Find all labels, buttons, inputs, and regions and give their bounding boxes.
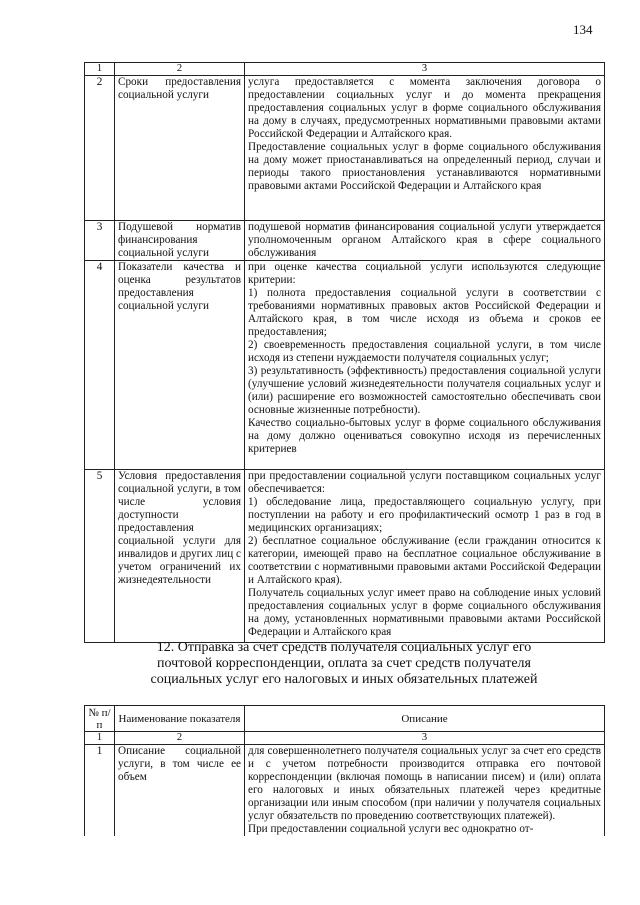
description-paragraph: Качество социально-бытовых услуг в форме социального обслуживания на дому должно оцениваться совокупно исходя из перечисленных критериев	[248, 417, 601, 455]
column-number: 3	[245, 732, 605, 745]
indicator-name: Описание социальной услуги, в том числе ее объем	[115, 745, 245, 837]
section-title-line: 12. Отправка за счет средств получателя социальных услуг его	[156, 640, 532, 655]
column-number: 3	[245, 63, 605, 76]
column-number: 2	[115, 732, 245, 745]
description-paragraph: 2) своевременность предоставления социальной услуги, в том числе исходя из степени нуждаемости получателя социальных услуг;	[248, 339, 601, 364]
indicator-description	[245, 745, 605, 837]
description-paragraph: При предоставлении социальной услуги вес однократно от-	[248, 823, 534, 835]
header-indicator-name: Наименование показателя	[115, 706, 245, 732]
row-number: 4	[85, 261, 115, 470]
section-12-table	[84, 705, 605, 836]
description-paragraph: подушевой норматив финансирования социальной услуги утверждается уполномоченным органом Алтайского края в сфере социального обслуживания	[248, 221, 601, 259]
table-row	[85, 76, 605, 221]
indicator-description	[245, 470, 605, 643]
description-paragraph: 1) обследование лица, предоставляющего социальную услугу, при поступлении на работу и его профилактический осмотр 1 раз в год в медицинских организациях;	[248, 496, 601, 534]
header-number: № п/п	[85, 706, 115, 732]
column-number-row	[85, 732, 605, 745]
row-number: 1	[85, 745, 115, 837]
description-paragraph: 2) бесплатное социальное обслуживание (если гражданин относится к категории, имеющей право на бесплатное социальное обслуживание в соответствии с нормативными правовыми актами Российской Федерации и Алтайского края).	[248, 535, 601, 586]
description-paragraph: при оценке качества социальной услуги используются следующие критерии:	[248, 261, 601, 286]
indicator-description	[245, 76, 605, 221]
description-paragraph: 1) полнота предоставления социальной услуги в соответствии с требованиями нормативных правовых актов Российской Федерации и Алтайского края, в том числе исходя из объема и сроков ее предоставления;	[248, 287, 601, 338]
description-paragraph: услуга предоставляется с момента заключения договора о предоставлении социальных услуг и до момента прекращения предоставления социальных услуг в форме социального обслуживания на дому в случаях, предусмотренных нормативными правовыми актами Российской Федерации и Алтайского края.	[248, 76, 601, 140]
description-paragraph: при предоставлении социальной услуги поставщиком социальных услуг обеспечивается:	[248, 470, 601, 495]
indicator-description	[245, 261, 605, 470]
description-paragraph: для совершеннолетнего получателя социальных услуг за счет его средств и с учетом потребности производится отправка его почтовой корреспонденции (включая помощь в написании писем) и (или) оплата его налоговых и иных обязательных платежей через кредитные организации или иным способом (при наличии у получателя социальных услуг обязательств по проведению соответствующих платежей).	[248, 745, 601, 822]
row-number: 2	[85, 76, 115, 221]
description-paragraph: Предоставление социальных услуг в форме социального обслуживания на дому может приостанавливаться на определенный период, случаи и периоды такого приостановления устанавливаются нормативными правовыми актами Российской Федерации и Алтайского края	[248, 141, 601, 192]
column-number-row	[85, 63, 605, 76]
description-paragraph: 3) результативность (эффективность) предоставления социальной услуги (улучшение условий жизнедеятельности получателя социальных услуг и (или) расширение его возможностей самостоятельно обеспечивать свои основные жизненные потребности).	[248, 365, 601, 416]
table-row	[85, 745, 605, 837]
section-12-title	[80, 640, 608, 688]
page-number: 134	[573, 22, 593, 37]
row-number: 3	[85, 221, 115, 261]
column-number: 1	[85, 63, 115, 76]
indicator-name: Сроки предоставления социальной услуги	[115, 76, 245, 221]
section-title-line: социальных услуг его налоговых и иных обязательных платежей	[150, 672, 538, 687]
indicator-description	[245, 221, 605, 261]
description-paragraph: Получатель социальных услуг имеет право на соблюдение иных условий предоставления социальных услуг в форме социального обслуживания на дому, установленных нормативными правовыми актами Российской Федерации и Алтайского края	[248, 587, 601, 638]
table-header-row	[85, 706, 605, 732]
services-table-continued	[84, 62, 605, 643]
column-number: 1	[85, 732, 115, 745]
indicator-name: Условия предоставления социальной услуги, в том числе условия доступности предоставления социальной услуги для инвалидов и других лиц с учетом ограничений их жизнедеятельности	[115, 470, 245, 643]
table-row	[85, 261, 605, 470]
column-number: 2	[115, 63, 245, 76]
section-title-line: почтовой корреспонденции, оплата за счет средств получателя	[157, 656, 531, 671]
row-number: 5	[85, 470, 115, 643]
table-row	[85, 470, 605, 643]
table-row	[85, 221, 605, 261]
header-description: Описание	[245, 706, 605, 732]
indicator-name: Подушевой норматив финансирования социальной услуги	[115, 221, 245, 261]
indicator-name: Показатели качества и оценка результатов предоставления социальной услуги	[115, 261, 245, 470]
